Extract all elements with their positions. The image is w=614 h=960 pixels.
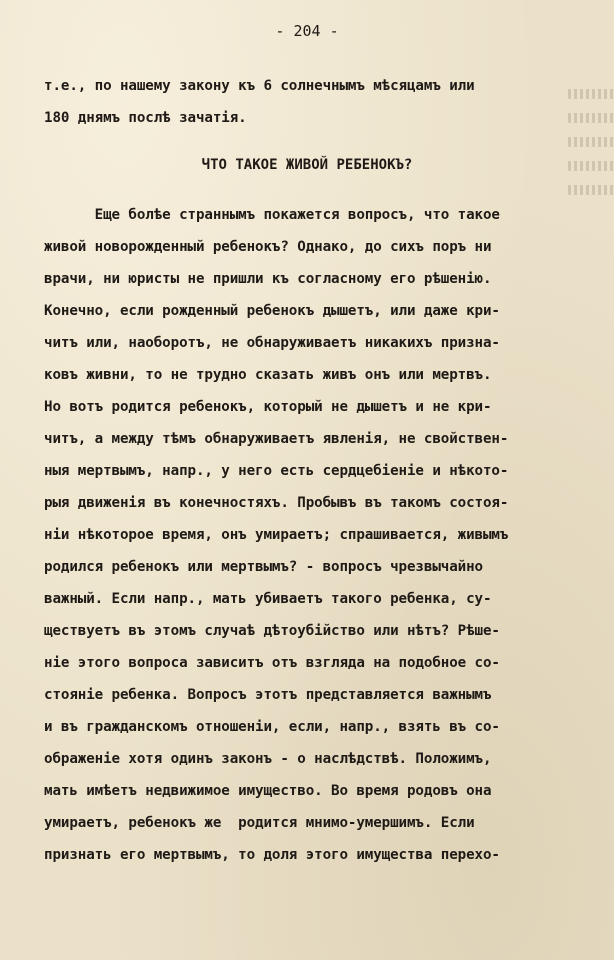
text-line: Еще болѣе страннымъ покажется вопросъ, что такое	[44, 207, 500, 223]
text-line: важный. Если напр., мать убиваетъ такого ребенка, су-	[44, 591, 492, 607]
text-line: Конечно, если рожденный ребенокъ дышетъ, или даже кри-	[44, 303, 500, 319]
text-line: ныя мертвымъ, напр., у него есть сердцебіеніе и нѣкото-	[44, 463, 509, 479]
text-line: родился ребенокъ или мертвымъ? - вопросъ чрезвычайно	[44, 559, 483, 575]
text-line: умираетъ, ребенокъ же родится мнимо-умершимъ. Если	[44, 815, 475, 831]
text-line: ніи нѣкоторое время, онъ умираетъ; спрашивается, живымъ	[44, 527, 509, 543]
text-line: врачи, ни юристы не пришли къ согласному его рѣшенію.	[44, 271, 492, 287]
text-line: Но вотъ родится ребенокъ, который не дышетъ и не кри-	[44, 399, 492, 415]
section-heading: ЧТО ТАКОЕ ЖИВОЙ РЕБЕНОКЪ?	[201, 157, 413, 173]
text-line: ображеніе хотя одинъ законъ - о наслѣдствѣ. Положимъ,	[44, 751, 492, 767]
page-number: - 204 -	[275, 22, 339, 40]
bleed-through-text	[568, 75, 614, 215]
text-line: ковъ живни, то не трудно сказать живъ онъ или мертвъ.	[44, 367, 492, 383]
text-line: и въ гражданскомъ отношеніи, если, напр., взять въ со-	[44, 719, 500, 735]
text-line: читъ или, наоборотъ, не обнаруживаетъ никакихъ призна-	[44, 335, 500, 351]
text-line: читъ, а между тѣмъ обнаруживаетъ явленія, не свойствен-	[44, 431, 509, 447]
text-line: 180 днямъ послѣ зачатія.	[44, 110, 247, 126]
text-line: мать имѣетъ недвижимое имущество. Во время родовъ она	[44, 783, 492, 799]
text-line: ществуетъ въ этомъ случаѣ дѣтоубійство или нѣтъ? Рѣше-	[44, 623, 500, 639]
text-line: ніе этого вопроса зависитъ отъ взгляда на подобное со-	[44, 655, 500, 671]
text-line: стояніе ребенка. Вопросъ этотъ представляется важнымъ	[44, 687, 492, 703]
text-line: т.е., по нашему закону къ 6 солнечнымъ мѣсяцамъ или	[44, 78, 475, 94]
text-line: живой новорожденный ребенокъ? Однако, до сихъ поръ ни	[44, 239, 492, 255]
text-line: признать его мертвымъ, то доля этого имущества перехо-	[44, 847, 500, 863]
text-line: рыя движенія въ конечностяхъ. Пробывъ въ такомъ состоя-	[44, 495, 509, 511]
